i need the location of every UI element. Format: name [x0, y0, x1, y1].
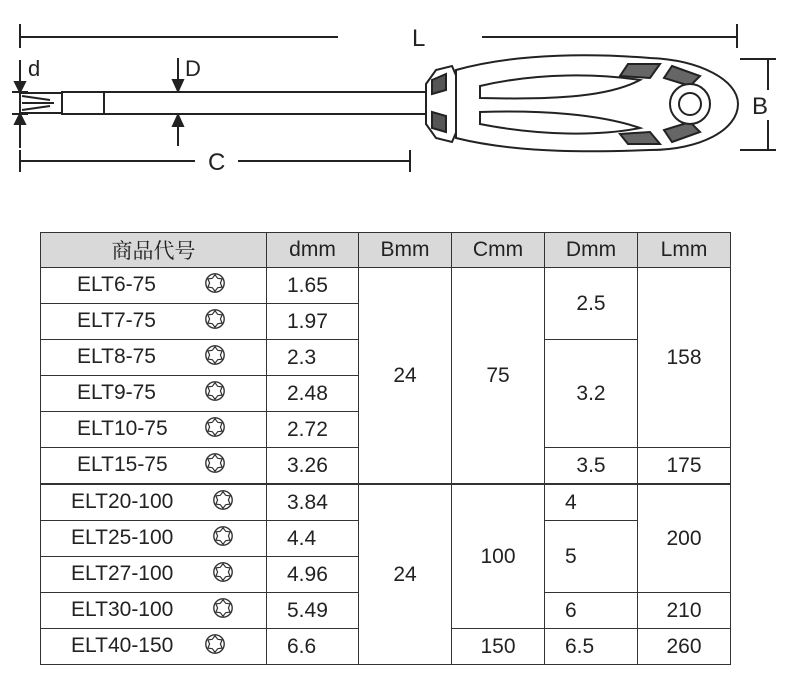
torx-star-icon: [205, 634, 225, 660]
screwdriver-handle: [456, 55, 738, 151]
label-d: d: [28, 56, 41, 81]
label-C: C: [208, 149, 226, 176]
torx-star-icon: [205, 345, 225, 371]
screwdriver-bolster: [426, 66, 458, 142]
screwdriver-shaft: [62, 92, 427, 114]
screwdriver-drawing: [0, 0, 790, 230]
cell-D: 3.2: [545, 340, 638, 448]
group-100-150: [41, 484, 731, 665]
header-lmm: Lmm: [638, 233, 731, 268]
header-cmm: Cmm: [452, 233, 545, 268]
model-code: ELT15-75: [77, 453, 168, 477]
cell-D: 4: [545, 484, 638, 521]
cell-l: 158: [638, 268, 731, 448]
cell-d: 4.96: [267, 557, 359, 593]
torx-star-icon: [205, 309, 225, 335]
cell-l: 260: [638, 629, 731, 665]
screwdriver-tip: [20, 93, 62, 113]
torx-star-icon: [205, 417, 225, 443]
cell-D: 6: [545, 593, 638, 629]
model-code: ELT8-75: [77, 345, 156, 369]
table-header-row: [41, 233, 731, 268]
torx-star-icon: [213, 562, 233, 588]
dimension-L: [20, 24, 737, 48]
label-B: B: [752, 93, 769, 120]
cell-D: 2.5: [545, 268, 638, 340]
model-code: ELT6-75: [77, 273, 156, 297]
torx-star-icon: [205, 453, 225, 479]
torx-star-icon: [205, 273, 225, 299]
cell-D: 6.5: [545, 629, 638, 665]
label-D: D: [185, 56, 201, 81]
model-code: ELT10-75: [77, 417, 168, 441]
header-dmm-upper: Dmm: [545, 233, 638, 268]
model-code: ELT20-100: [71, 490, 174, 514]
header-model-code: 商品代号: [41, 233, 267, 268]
cell-d: 6.6: [267, 629, 359, 665]
cell-d: 5.49: [267, 593, 359, 629]
cell-d: 3.26: [267, 448, 359, 485]
cell-l: 175: [638, 448, 731, 485]
torx-star-icon: [213, 598, 233, 624]
cell-b: 24: [359, 484, 452, 665]
model-code: ELT7-75: [77, 309, 156, 333]
cell-b: 24: [359, 268, 452, 485]
spec-table: [40, 232, 731, 665]
table-row: [41, 268, 731, 304]
cell-d: 2.72: [267, 412, 359, 448]
cell-l: 200: [638, 484, 731, 593]
cell-D: 5: [545, 521, 638, 593]
cell-d: 2.48: [267, 376, 359, 412]
model-code: ELT9-75: [77, 381, 156, 405]
model-code: ELT40-150: [71, 634, 174, 658]
cell-d: 1.97: [267, 304, 359, 340]
cell-d: 3.84: [267, 484, 359, 521]
cell-l: 210: [638, 593, 731, 629]
torx-star-icon: [213, 526, 233, 552]
model-code: ELT27-100: [71, 562, 174, 586]
cell-d: 1.65: [267, 268, 359, 304]
cell-c: 75: [452, 268, 545, 485]
torx-star-icon: [213, 490, 233, 516]
cell-D: 3.5: [545, 448, 638, 485]
cell-d: 2.3: [267, 340, 359, 376]
group-75: [41, 268, 731, 485]
label-L: L: [412, 25, 426, 52]
table-row: [41, 484, 731, 521]
cell-d: 4.4: [267, 521, 359, 557]
model-code: ELT30-100: [71, 598, 174, 622]
model-code: ELT25-100: [71, 526, 174, 550]
torx-star-icon: [205, 381, 225, 407]
header-dmm: dmm: [267, 233, 359, 268]
header-bmm: Bmm: [359, 233, 452, 268]
cell-c: 150: [452, 629, 545, 665]
cell-c: 100: [452, 484, 545, 629]
